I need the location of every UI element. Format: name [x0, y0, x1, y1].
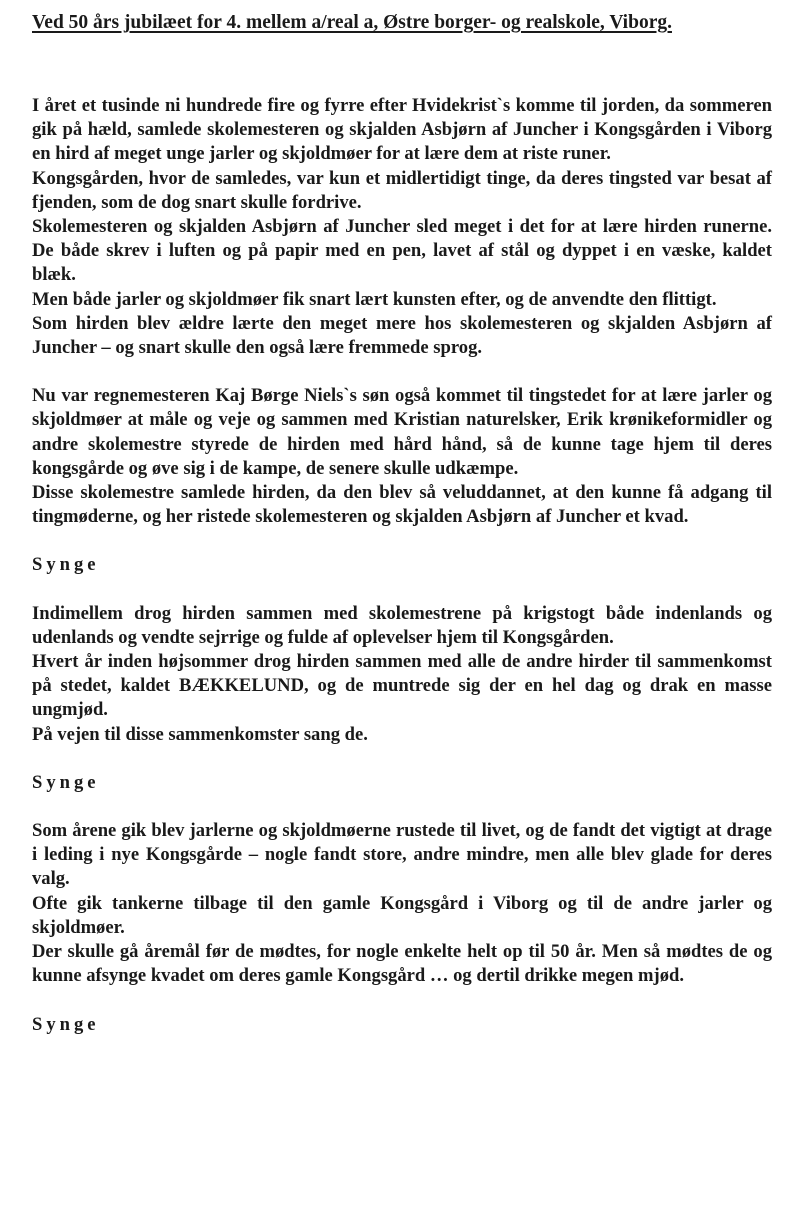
paragraph: Som årene gik blev jarlerne og skjoldmøerne rustede til livet, og de fandt det vigtigt at drage i leding i nye Kongsgårde – nogle fandt store, andre mindre, men alle blev glade for deres valg. — [32, 820, 772, 890]
section-2 — [32, 384, 772, 529]
spacer — [32, 989, 772, 1013]
paragraph: Men både jarler og skjoldmøer fik snart lært kunsten efter, og de anvendte den flittigt. — [32, 288, 717, 310]
spacer — [32, 747, 772, 771]
spacer — [32, 795, 772, 819]
sing-label: Synge — [32, 554, 100, 576]
paragraph: På vejen til disse sammenkomster sang de. — [32, 723, 368, 745]
document-body — [32, 94, 772, 1037]
spacer — [32, 578, 772, 602]
paragraph: Ofte gik tankerne tilbage til den gamle Kongsgård i Viborg og til de andre jarler og skjoldmøer. — [32, 892, 772, 938]
paragraph: Hvert år inden højsommer drog hirden sammen med alle de andre hirder til sammenkomst på stedet, kaldet BÆKKELUND, og de muntrede sig der en hel dag og drak en masse ungmjød. — [32, 651, 772, 721]
paragraph: Som hirden blev ældre lærte den meget mere hos skolemesteren og skjalden Asbjørn af Juncher – og snart skulle den også lære fremmede sprog. — [32, 312, 772, 359]
paragraph: Der skulle gå åremål før de mødtes, for nogle enkelte helt op til 50 år. Men så mødtes de og kunne afsynge kvadet om deres gamle Kongsgård … og dertil drikke megen mjød. — [32, 941, 772, 987]
spacer — [32, 360, 772, 384]
document-title: Ved 50 års jubilæet for 4. mellem a/real a, Østre borger- og realskole, Viborg. — [32, 12, 672, 33]
paragraph: I året et tusinde ni hundrede fire og fyrre efter Hvidekrist`s komme til jorden, da sommeren gik på hæld, samlede skolemesteren og skjalden Asbjørn af Juncher i Kongsgården i Viborg en hird af meget unge jarler og skjoldmøer for at lære dem at riste runer. — [32, 95, 772, 165]
section-4 — [32, 819, 772, 988]
section-3 — [32, 602, 772, 747]
paragraph: Indimellem drog hirden sammen med skolemestrene på krigstogt både indenlands og udenlands og vendte sejrrige og fulde af oplevelser hjem til Kongsgården. — [32, 602, 772, 648]
sing-label: Synge — [32, 771, 100, 793]
paragraph: Nu var regnemesteren Kaj Børge Niels`s søn også kommet til tingstedet for at lære jarler og skjoldmøer at måle og veje og sammen med Kristian naturelsker, Erik krønikeformidler og andre skolemestre styrede de hirden med hård hånd, så de kunne tage hjem til deres kongsgårde og øve sig i de kampe, de senere skulle udkæmpe. — [32, 385, 772, 479]
document-page — [32, 10, 772, 1037]
spacer — [32, 529, 772, 553]
paragraph: Disse skolemestre samlede hirden, da den blev så veluddannet, at den kunne få adgang til tingmøderne, og her ristede skolemesteren og skjalden Asbjørn af Juncher et kvad. — [32, 482, 772, 528]
paragraph: Kongsgården, hvor de samledes, var kun et midlertidigt tinge, da deres tingsted var besat af fjenden, som de dog snart skulle fordrive. — [32, 167, 772, 213]
sing-label: Synge — [32, 1013, 100, 1035]
paragraph: Skolemesteren og skjalden Asbjørn af Juncher sled meget i det for at lære hirden runerne. De både skrev i luften og på papir med en pen, lavet af stål og dyppet i en væske, kaldet blæk. — [32, 216, 772, 286]
section-1 — [32, 94, 772, 360]
